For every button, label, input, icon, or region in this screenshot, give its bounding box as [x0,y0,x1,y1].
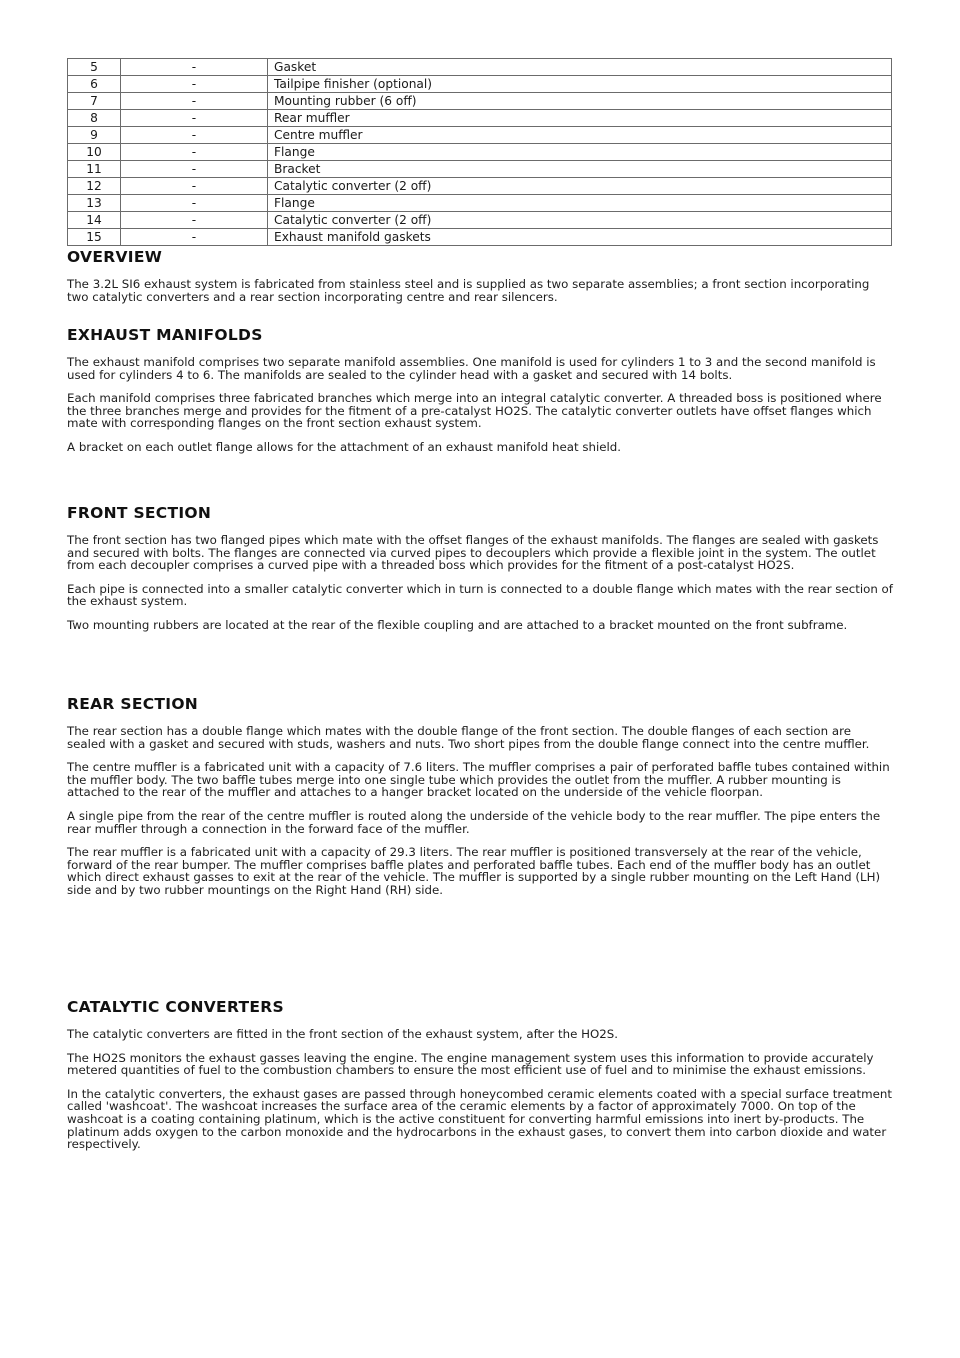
table-row [68,161,892,178]
part-separator-cell: - [121,93,268,110]
part-description-cell: Mounting rubber (6 off) [268,93,892,110]
part-number-cell: 7 [68,93,121,110]
table-row [68,110,892,127]
part-description-cell: Rear muffler [268,110,892,127]
front-paragraph-3: Two mounting rubbers are located at the rear of the flexible coupling and are attached to a bracket mounted on the front subframe. [67,617,848,632]
table-row [68,144,892,161]
table-row [68,76,892,93]
part-description-cell: Tailpipe finisher (optional) [268,76,892,93]
section-heading-exhaust-manifolds: EXHAUST MANIFOLDS [67,326,263,344]
section-front [67,504,893,632]
part-number-cell: 8 [68,110,121,127]
part-description-cell: Catalytic converter (2 off) [268,178,892,195]
part-number-cell: 9 [68,127,121,144]
part-description-cell: Bracket [268,161,892,178]
front-paragraph-1: The front section has two flanged pipes which mate with the offset flanges of the exhaust manifolds. The flanges are sealed with gaskets and secured with bolts. The flanges are connected via curved pipes to decouplers which provide a flexible joint in the system. The outlet from each decoupler comprises a curved pipe with a threaded boss which provides for the fitment of a post-catalyst HO2S. [67,533,879,573]
part-number-cell: 11 [68,161,121,178]
part-separator-cell: - [121,229,268,246]
section-exhaust-manifolds [67,326,893,454]
section-overview [67,248,893,303]
parts-table-body [68,59,892,246]
part-separator-cell: - [121,76,268,93]
manifolds-paragraph-2: Each manifold comprises three fabricated branches which merge into an integral catalytic converter. A threaded boss is positioned where the three branches merge and provides for the fitment of a pre-catalyst HO2S. The catalytic converter outlets have offset flanges which mate with corresponding flanges on the front section exhaust system. [67,391,882,431]
section-heading-overview: OVERVIEW [67,248,163,266]
part-number-cell: 6 [68,76,121,93]
part-number-cell: 13 [68,195,121,212]
part-separator-cell: - [121,178,268,195]
rear-paragraph-3: A single pipe from the rear of the centre muffler is routed along the underside of the vehicle body to the rear muffler. The pipe enters the rear muffler through a connection in the forward face of the muffler. [67,808,881,836]
manifolds-paragraph-1: The exhaust manifold comprises two separate manifold assemblies. One manifold is used for cylinders 1 to 3 and the second manifold is used for cylinders 4 to 6. The manifolds are sealed to the cylinder head with a gasket and secured with 14 bolts. [67,355,876,382]
manifolds-paragraph-3: A bracket on each outlet flange allows for the attachment of an exhaust manifold heat shield. [67,439,622,454]
part-separator-cell: - [121,110,268,127]
catalytic-paragraph-2: The HO2S monitors the exhaust gasses leaving the engine. The engine management system uses this information to provide accurately metered quantities of fuel to the combustion chambers to ensure the most efficient use of fuel and to minimise the exhaust emissions. [67,1050,874,1078]
parts-table [67,58,892,246]
part-description-cell: Flange [268,195,892,212]
rear-paragraph-4: The rear muffler is a fabricated unit with a capacity of 29.3 liters. The rear muffler is positioned transversely at the rear of the vehicle, forward of the rear bumper. The muffler comprises baffle plates and perforated baffle tubes. Each end of the muffler body has an outlet which direct exhaust gasses to exit at the rear of the vehicle. The muffler is supported by a single rubber mounting on the Left Hand (LH) side and by two rubber mountings on the Right Hand (RH) side. [67,845,881,897]
part-number-cell: 12 [68,178,121,195]
section-rear [67,695,893,897]
part-separator-cell: - [121,59,268,76]
table-row [68,127,892,144]
overview-paragraph-1: The 3.2L SI6 exhaust system is fabricated from stainless steel and is supplied as two separate assemblies; a front section incorporating two catalytic converters and a rear section incorporating centre and rear silencers. [67,277,870,304]
table-row [68,93,892,110]
catalytic-paragraph-1: The catalytic converters are fitted in the front section of the exhaust system, after the HO2S. [67,1027,619,1041]
rear-paragraph-1: The rear section has a double flange which mates with the double flange of the front section. The double flanges of each section are sealed with a gasket and secured with studs, washers and nuts. Two short pipes from the double flange connect into the centre muffler. [67,724,870,751]
front-paragraph-2: Each pipe is connected into a smaller catalytic converter which in turn is connected to a double flange which mates with the rear section of the exhaust system. [67,581,893,609]
section-heading-catalytic-converters: CATALYTIC CONVERTERS [67,998,284,1016]
part-description-cell: Flange [268,144,892,161]
part-number-cell: 15 [68,229,121,246]
part-separator-cell: - [121,195,268,212]
part-description-cell: Centre muffler [268,127,892,144]
table-row [68,229,892,246]
table-row [68,195,892,212]
table-row [68,212,892,229]
document-page [67,58,893,1152]
part-number-cell: 14 [68,212,121,229]
section-heading-front: FRONT SECTION [67,504,212,522]
part-separator-cell: - [121,127,268,144]
part-separator-cell: - [121,144,268,161]
catalytic-paragraph-3: In the catalytic converters, the exhaust gases are passed through honeycombed ceramic elements coated with a special surface treatment called 'washcoat'. The washcoat increases the surface area of the ceramic elements by a factor of approximately 7000. On top of the washcoat is a coating containing platinum, which is the active constituent for converting harmful emissions into inert by-products. The platinum adds oxygen to the carbon monoxide and the hydrocarbons in the exhaust gases, to convert them into carbon dioxide and water respectively. [67,1086,892,1152]
part-number-cell: 10 [68,144,121,161]
part-separator-cell: - [121,161,268,178]
section-catalytic-converters [67,998,893,1151]
part-description-cell: Catalytic converter (2 off) [268,212,892,229]
part-description-cell: Exhaust manifold gaskets [268,229,892,246]
rear-paragraph-2: The centre muffler is a fabricated unit with a capacity of 7.6 liters. The muffler comprises a pair of perforated baffle tubes contained within the muffler body. The two baffle tubes merge into one single tube which provides the outlet from the muffler. A rubber mounting is attached to the rear of the muffler and attaches to a hanger bracket located on the underside of the vehicle floorpan. [67,760,890,800]
part-separator-cell: - [121,212,268,229]
table-row [68,59,892,76]
table-row [68,178,892,195]
section-heading-rear: REAR SECTION [67,695,199,713]
part-number-cell: 5 [68,59,121,76]
part-description-cell: Gasket [268,59,892,76]
